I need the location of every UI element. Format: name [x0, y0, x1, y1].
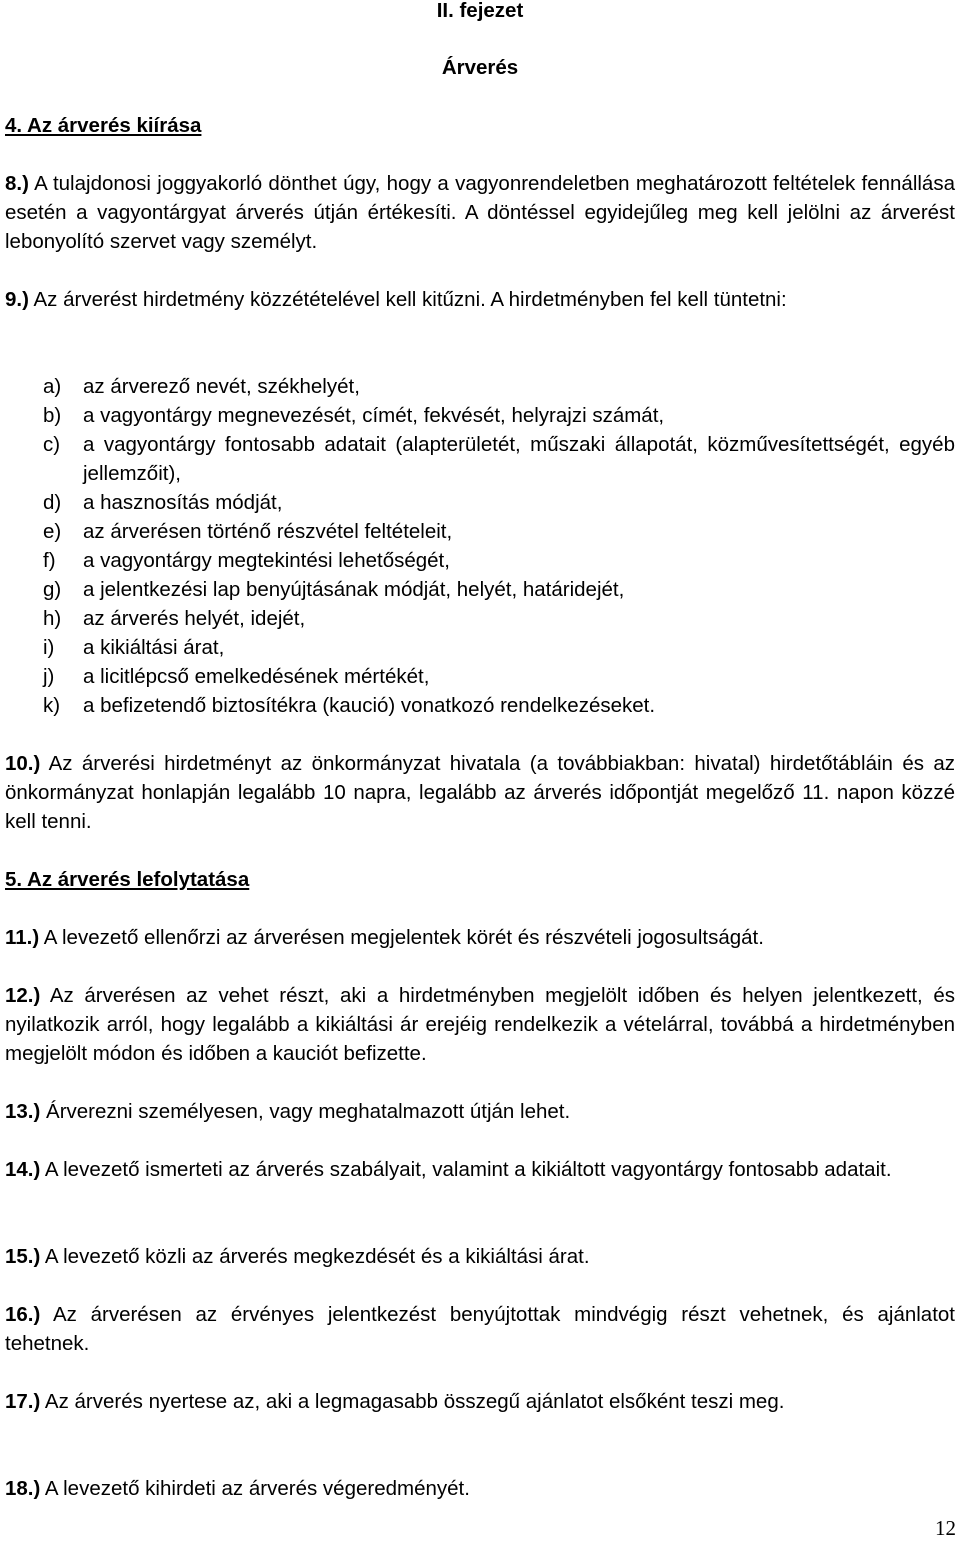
list-item-text: a befizetendő biztosítékra (kaució) vonatkozó rendelkezéseket.: [83, 694, 656, 717]
paragraph-number: 17.): [5, 1390, 41, 1413]
list-item-label: c): [43, 433, 61, 456]
paragraph-9: [5, 285, 955, 314]
list-item-text: az árverező nevét, székhelyét,: [83, 375, 360, 398]
paragraph-10: [5, 749, 955, 836]
list-item-text: a kikiáltási árat,: [83, 636, 225, 659]
list-item: [43, 662, 955, 691]
list-item: [43, 517, 955, 546]
list-item: [43, 430, 955, 488]
paragraph-text: A levezető ismerteti az árverés szabályait, valamint a kikiáltott vagyontárgy fontosabb adatait.: [40, 1158, 892, 1181]
list-item: [43, 575, 955, 604]
paragraph-number: 15.): [5, 1245, 41, 1268]
list-item: [43, 546, 955, 575]
paragraph-text: Az árverés nyertese az, aki a legmagasabb összegű ajánlatot elsőként teszi meg.: [40, 1390, 785, 1413]
list-item-text: az árverés helyét, idejét,: [83, 607, 306, 630]
list-item: [43, 633, 955, 662]
list-item-label: g): [43, 578, 62, 601]
list-item-label: j): [43, 665, 55, 688]
paragraph-text: A tulajdonosi joggyakorló dönthet úgy, hogy a vagyonrendeletben meghatározott feltételek fennállása esetén a vagyontárgyat árverés útján értékesíti. A döntéssel egyidejűleg meg kell jelölni az árverést lebonyolító szervet vagy személyt.: [5, 172, 955, 253]
list-item-text: a jelentkezési lap benyújtásának módját, helyét, határidejét,: [83, 578, 625, 601]
list-item: [43, 604, 955, 633]
list-item-text: a vagyontárgy megtekintési lehetőségét,: [83, 549, 450, 572]
paragraph-8: [5, 169, 955, 256]
paragraph-17: [5, 1387, 955, 1416]
paragraph-number: 12.): [5, 984, 41, 1007]
list-item-text: a vagyontárgy megnevezését, címét, fekvését, helyrajzi számát,: [83, 404, 665, 427]
list-item-label: h): [43, 607, 62, 630]
list-item-label: f): [43, 549, 56, 572]
list-item-text: a hasznosítás módját,: [83, 491, 283, 514]
list-item: [43, 372, 955, 401]
paragraph-16: [5, 1300, 955, 1358]
paragraph-15: [5, 1242, 955, 1271]
list-item-label: k): [43, 694, 61, 717]
paragraph-text: Az árverést hirdetmény közzétételével kell kitűzni. A hirdetményben fel kell tüntetni:: [28, 288, 787, 311]
list-item-text: a licitlépcső emelkedésének mértékét,: [83, 665, 430, 688]
paragraph-text: A levezető ellenőrzi az árverésen megjelentek körét és részvételi jogosultságát.: [39, 926, 764, 949]
list-item-label: e): [43, 520, 62, 543]
section-heading: 5. Az árverés lefolytatása: [5, 868, 250, 891]
paragraph-number: 11.): [5, 926, 40, 949]
list-item: [43, 488, 955, 517]
paragraph-text: A levezető kihirdeti az árverés végeredményét.: [40, 1477, 470, 1500]
paragraph-text: Az árverésen az érvényes jelentkezést benyújtottak mindvégig részt vehetnek, és ajánlatot tehetnek.: [5, 1303, 955, 1355]
chapter-heading: II. fejezet: [436, 0, 524, 22]
chapter-title: Árverés: [441, 56, 519, 79]
paragraph-number: 9.): [5, 288, 29, 311]
section-heading: 4. Az árverés kiírása: [5, 114, 202, 137]
list-item-label: b): [43, 404, 62, 427]
paragraph-number: 10.): [5, 752, 41, 775]
paragraph-text: Az árverésen az vehet részt, aki a hirdetményben megjelölt időben és helyen jelentkezett, és nyilatkozik arról, hogy legalább a kikiáltási ár erejéig rendelkezik a vételárral, továbbá a hirdetményben megjelölt módon és időben a kauciót befizette.: [5, 984, 955, 1065]
paragraph-11: [5, 923, 955, 952]
paragraph-number: 14.): [5, 1158, 41, 1181]
paragraph-14: [5, 1155, 955, 1184]
paragraph-12: [5, 981, 955, 1068]
list-item: [43, 691, 955, 720]
paragraph-text: Az árverési hirdetményt az önkormányzat hivatala (a továbbiakban: hivatal) hirdetőtábláin és az önkormányzat honlapján legalább 10 napra, legalább az árverés időpontját megelőző 11. napon közzé kell tenni.: [5, 752, 955, 833]
paragraph-18: [5, 1474, 955, 1503]
paragraph-number: 13.): [5, 1100, 41, 1123]
paragraph-number: 18.): [5, 1477, 41, 1500]
list-item-text: a vagyontárgy fontosabb adatait (alapterületét, műszaki állapotát, közművesítettségét, egyéb jellemzőit),: [83, 433, 955, 485]
announcement-items-list: [43, 372, 955, 720]
paragraph-text: Árverezni személyesen, vagy meghatalmazott útján lehet.: [40, 1100, 571, 1123]
list-item-label: d): [43, 491, 62, 514]
paragraph-number: 8.): [5, 172, 29, 195]
list-item-text: az árverésen történő részvétel feltételeit,: [83, 520, 453, 543]
paragraph-number: 16.): [5, 1303, 41, 1326]
page-number: 12: [935, 1516, 956, 1540]
paragraph-text: A levezető közli az árverés megkezdését és a kikiáltási árat.: [40, 1245, 590, 1268]
list-item: [43, 401, 955, 430]
list-item-label: a): [43, 375, 62, 398]
paragraph-13: [5, 1097, 955, 1126]
list-item-label: i): [43, 636, 55, 659]
